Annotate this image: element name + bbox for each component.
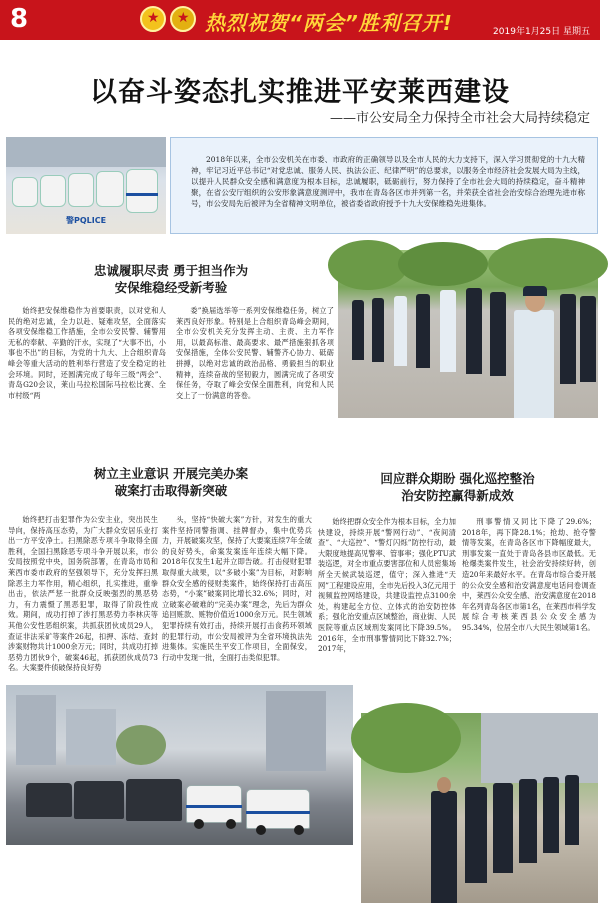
tree: [398, 242, 488, 286]
police-officer: [466, 288, 482, 374]
building: [66, 709, 116, 765]
section-1-title-line1: 忠诚履职尽责 勇于担当作为: [93, 263, 249, 278]
wheel: [256, 825, 266, 835]
section-3-title-line1: 回应群众期盼 强化巡控整治: [380, 471, 535, 486]
section-1-title-line2: 安保维稳经受新考验: [114, 280, 228, 295]
national-emblem-icon: [170, 6, 196, 32]
police-officer: [431, 791, 457, 903]
police-officer: [352, 300, 364, 360]
tree: [116, 725, 166, 765]
police-van: [26, 783, 72, 817]
motorcycle: [96, 171, 124, 207]
section-1-column-1: 始终把安保维稳作为首要职责，以对党和人民的绝对忠诚，全力以赴、疑难攻坚，全面落实各项安保维稳工作措施，全市公安民警、辅警用无私的奉献、辛勤的汗水，实现了“大事不出，小事也不出”的目标，为党的十九大、上合组织青岛峰会等重大活动的胜利举行营造了安全稳定的社会环境。同时，还圆满完成了每年三级“两会”、青岛G20会议，莱山马拉松国际马拉松比赛、全市村级“两: [8, 306, 166, 400]
section-2-title-line1: 树立主业意识 开展完美办案: [93, 466, 249, 481]
police-van: [126, 779, 182, 821]
police-car-stripe: [186, 805, 242, 808]
building: [16, 695, 56, 765]
banner-title: 热烈祝贺“两会”胜利召开!: [205, 11, 453, 35]
lead-officer: [514, 310, 554, 418]
police-car-stripe: [246, 811, 310, 814]
motorcycles-photo: [6, 137, 166, 234]
police-officer: [493, 783, 513, 873]
police-officer: [416, 294, 430, 368]
section-2-column-1: 始终把打击犯罪作为公安主业，突出民生导向，保持高压态势，为广大群众安居乐业打出一方平安净土。扫黑除恶专项斗争取得全面胜利，全国扫黑除恶专项斗争开展以来，市公安局按照党中央，国务院部署，在青岛市局和莱西市委市政府的坚强领导下，充分发挥扫黑除恶主力军作用，精心组织，扎实推进，重拳出击，依法严惩一批群众反映强烈的黑恶势力，有力震慑了黑恶犯罪，取得了阶段性成效。期间，成功打掉了涉打黑恶势力李林庆等其他公安性恶组织案，共抓获团伙成员29人，查证非法采矿等案件26起，扣押、冻结、查封涉案财物共计1000余万元；同时，共成功打掉恶势力团伙9个，破案46起，抓获团伙成员73名。大案要件侦破保持良好势: [8, 515, 158, 673]
page-banner: [0, 0, 600, 40]
police-officer: [565, 775, 579, 845]
wheel: [194, 819, 204, 829]
photo-background: [6, 137, 166, 167]
building: [266, 691, 326, 771]
date-line: 2019年1月25日 星期五: [493, 27, 590, 37]
section-2-title-line2: 破案打击取得新突破: [114, 483, 228, 498]
police-officer: [394, 296, 407, 366]
section-3-column-2: 刑事警情又同比下降了29.6%；2018年，再下降28.1%；抢劫、抢夺警情等发案，在青岛各区市下降幅度最大，刑事发案一直处于青岛各县市区最低。无枪爆类案件发生，社会治安持续好转，创造20年来最好水平。在青岛市综合委开展的公众安全感和治安满意度电话问卷调查中，莱西公众安全感、治安满意度在2018年名列青岛各区市第1名，在莱西市科学发展综合考核莱西县公众安全感为95.34%，位居全市八大民生领域第1名。: [462, 517, 596, 632]
police-car: [186, 785, 242, 823]
section-3-heading: [315, 470, 600, 504]
police-officer: [372, 298, 384, 362]
building: [481, 713, 598, 783]
police-car: [246, 789, 310, 829]
tree: [328, 240, 408, 290]
police-officer: [440, 290, 456, 372]
section-1-heading: [6, 262, 336, 296]
section-3-column-1: 始终把群众安全作为根本目标，全力加快建设，持续开展“警网行动”、“夜间清查”、“大巡控”、“警灯闪烁”防控行动，最大限度地提高见警率、管事率；强化PTU武装巡逻，对全市重点要害部位和人员密集场所全天候武装巡逻，值守；深入推进“天网”工程建设应用，全市先后投入3亿元用于视频监控网络建设，共建设监控点3100余处，构建起全方位、立体式的治安防控体系；强化治安重点区域整治，商业街、人民医院等重点区域刑发案同比下降39.5%。2016年，全市刑事警情同比下降32.7%；2017年，: [318, 517, 456, 654]
intro-text: 2018年以来，全市公安机关在市委、市政府的正确领导以及全市人民的大力支持下，深入学习贯彻党的十九大精神，牢记习近平总书记“对党忠诚、服务人民、执法公正、纪律严明”的总要求，以服务全市经济社会发展大局为主线，以提升人民群众安全感和满意度为根本目标，忠诚履职，砥砺前行，努力保持了全市社会大局的持续稳定，奋斗精神聚，在省公安厅组织的公安形象满意度测评中，我市在青岛各区市并列第一名，并荣获全省社会治安综合治理先进市称号，市公安局先后被评为全省精神文明单位，被省委省政府授予十九大安保维稳先进集体。: [170, 137, 598, 234]
motorcycle-stripe: [126, 193, 158, 196]
section-2-column-2: 头，坚持“快破大案”方针，对发生的重大案件坚持同警指调、挂牌督办，集中优势兵力，开展破案攻坚，保持了大要案连续7年全破的良好势头，命案发案连年连续大幅下降。2018年仅发生1起并立即告破。打击侵财犯罪取得重大战果，以“多破小案”为目标，对影响群众安全感的侵财类案件，始终保持打击高压态势，“小案”破案同比增长32.6%；同时，对立破案必破难的“完美办案”理念，先后为群众追回赃款、赃物价值近1000余万元。民生领域犯罪持续有效打击，持续开展打击食药环领域的犯罪行动，市公安局被评为全省环境执法先进集体。实施民生平安工作项目，全面保安，行动中发现一批，全面打击类似犯罪。: [162, 515, 312, 662]
section-2-heading: [6, 465, 336, 499]
motorcycle: [40, 175, 66, 207]
police-officer: [490, 292, 506, 376]
officer-cap: [523, 286, 547, 296]
officer-face: [437, 777, 451, 793]
page-number: 8: [10, 4, 29, 34]
police-officer: [543, 777, 559, 853]
police-officer: [560, 294, 576, 384]
tree: [488, 238, 608, 290]
motorcycle: [68, 173, 94, 207]
party-emblem-icon: [140, 6, 166, 32]
police-formation-photo: [338, 250, 598, 418]
section-1-column-2: 委”换届选举等一系列安保维稳任务，树立了莱西良好形象。特别是上合组织青岛峰会期间，全市公安机关充分发挥主动、主责、主力军作用，以最高标准、最高要求、最严措施狠抓各项安保措施，全体公安民警、辅警齐心协力、砥砺拼搏，以绝对忠诚的政治品格、勇毅担当的职业精神，连续奋战的坚韧毅力，圆满完成了各项安保任务，夺取了峰会安保全面胜利，向党和人民交上了一份满意的答卷。: [176, 306, 334, 400]
page-title: 以奋斗姿态扎实推进平安莱西建设: [90, 77, 510, 108]
police-officer: [465, 787, 487, 883]
wheel: [294, 825, 304, 835]
police-officer: [580, 296, 596, 382]
motorcycle: [12, 177, 38, 207]
tree: [351, 703, 461, 773]
police-officer: [519, 779, 537, 863]
police-vehicles-photo: [6, 685, 353, 845]
police-label: 警PQLICE: [66, 216, 107, 225]
police-van: [74, 781, 124, 819]
motorcycle: [126, 169, 158, 213]
subtitle: ——市公安局全力保持全市社会大局持续稳定: [329, 111, 590, 126]
wheel: [226, 819, 236, 829]
police-patrol-photo: [361, 713, 598, 903]
section-3-title-line2: 治安防控赢得新成效: [401, 488, 514, 503]
